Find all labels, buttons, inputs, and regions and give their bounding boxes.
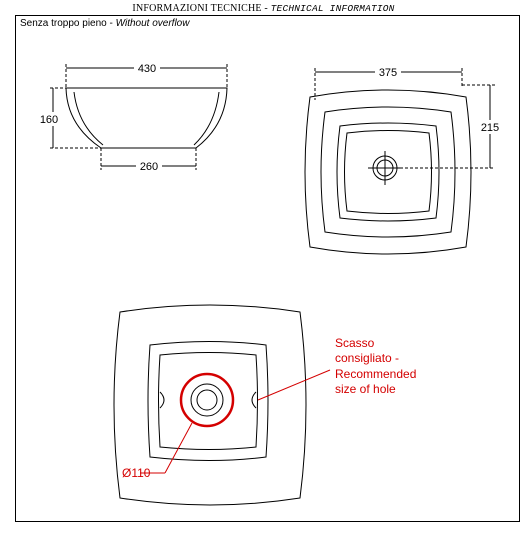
dim-label-base-width: 260	[139, 161, 159, 173]
detail-bowl-inner	[159, 353, 258, 450]
dim-label-top-view-width: 375	[378, 67, 398, 79]
dim-label-width-top: 430	[137, 63, 157, 75]
basin-side-inner-right	[194, 92, 219, 145]
header-separator: -	[261, 3, 271, 14]
note-leader-line	[258, 370, 330, 400]
detail-bowl-outer	[148, 342, 268, 461]
detail-drain-outer	[191, 384, 223, 416]
side-view	[50, 64, 227, 170]
note-line-1: Scasso	[335, 336, 375, 350]
recommended-hole-circle	[181, 374, 233, 426]
note-line-2: consigliato -	[335, 351, 400, 365]
detail-drain-inner	[197, 390, 217, 410]
subtitle-it: Senza troppo pieno	[20, 18, 107, 29]
dim-label-height: 160	[39, 114, 59, 126]
header-title-en: TECHNICAL INFORMATION	[270, 3, 395, 14]
note-line-3: Recommended	[335, 367, 417, 381]
basin-bowl-inner	[345, 131, 432, 214]
notch-left	[160, 392, 164, 408]
hole-diameter-label: Ø110	[122, 466, 151, 480]
basin-outer-rim	[305, 90, 471, 254]
note-line-4: size of hole	[335, 382, 396, 396]
notch-right	[252, 392, 256, 408]
dim-label-top-view-depth: 215	[480, 122, 500, 134]
header-title-it: INFORMAZIONI TECNICHE	[132, 3, 262, 14]
subtitle-separator: -	[106, 18, 116, 29]
top-view	[305, 68, 495, 254]
basin-side-inner-left	[74, 92, 103, 145]
subtitle-en: Without overflow	[115, 18, 190, 29]
basin-inner-rim	[321, 107, 455, 237]
basin-side-profile	[66, 88, 227, 148]
basin-bowl-outer	[337, 123, 439, 221]
